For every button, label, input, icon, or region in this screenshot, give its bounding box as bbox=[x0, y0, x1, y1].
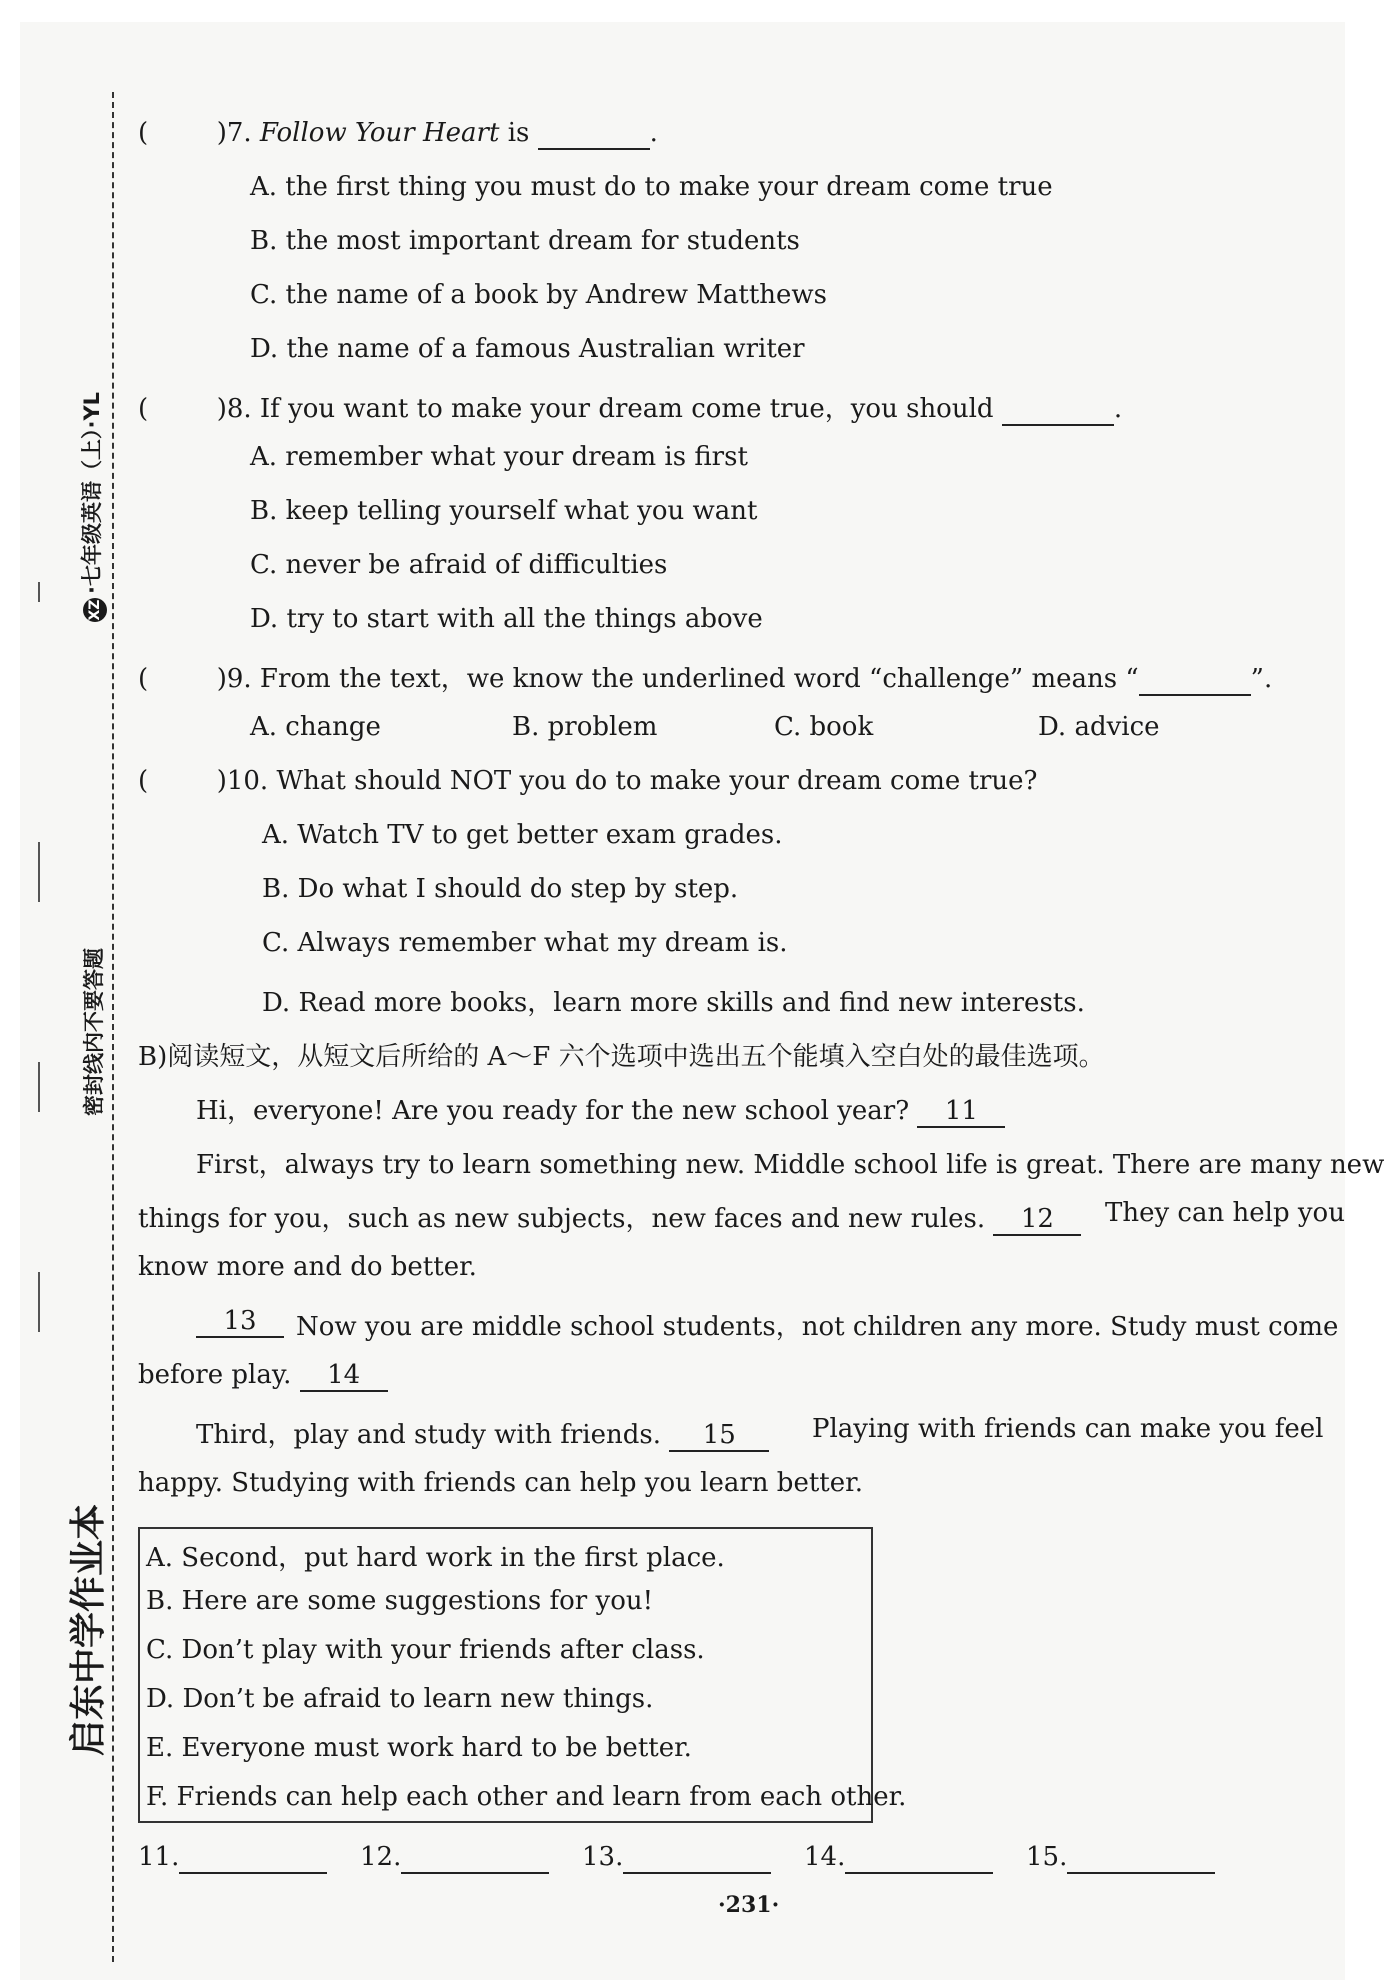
section-instruction: B)阅读短文，从短文后所给的 A～F 六个选项中选出五个能填入空白处的最佳选项。 bbox=[138, 1042, 1105, 1072]
word: There bbox=[1112, 1150, 1191, 1180]
question-8 bbox=[138, 388, 1122, 426]
word: learn bbox=[462, 1150, 532, 1180]
word: is bbox=[996, 1150, 1018, 1180]
answer-label: 15. bbox=[1026, 1842, 1068, 1872]
question-number: )10. bbox=[216, 766, 269, 796]
passage-line bbox=[138, 1198, 1081, 1236]
word: school bbox=[853, 1150, 938, 1180]
answer-row bbox=[360, 1842, 549, 1874]
option: A. Watch TV to get better exam grades. bbox=[262, 820, 783, 850]
margin-mark bbox=[38, 1062, 40, 1112]
choice-b: B. Here are some suggestions for you! bbox=[146, 1586, 654, 1616]
grade-label bbox=[76, 386, 107, 628]
option: D. try to start with all the things above bbox=[250, 604, 763, 634]
answer-row bbox=[804, 1842, 993, 1874]
passage-line: happy. Studying with friends can help you learn better. bbox=[138, 1468, 863, 1498]
margin-mark bbox=[38, 842, 40, 902]
passage-text: Third，play and study with friends. bbox=[196, 1420, 661, 1450]
option: B. problem bbox=[512, 712, 658, 742]
page-number: ·231· bbox=[718, 1892, 780, 1918]
answer-label: 12. bbox=[360, 1842, 402, 1872]
passage-line bbox=[138, 1144, 1384, 1181]
answer-paren: ( bbox=[138, 394, 149, 424]
punctuation: . bbox=[1113, 394, 1123, 424]
choice-d: D. Don’t be afraid to learn new things. bbox=[146, 1684, 654, 1714]
worksheet-page bbox=[20, 22, 1384, 1980]
question-stem: What should NOT you do to make your dream come true? bbox=[276, 766, 1038, 796]
answer-row bbox=[582, 1842, 771, 1874]
option: A. remember what your dream is first bbox=[250, 442, 748, 472]
question-9 bbox=[138, 658, 1272, 696]
option: D. advice bbox=[1038, 712, 1160, 742]
option: A. change bbox=[250, 712, 381, 742]
passage-line bbox=[196, 1306, 284, 1338]
choice-a: A. Second，put hard work in the first place. bbox=[146, 1543, 725, 1573]
fill-blank[interactable] bbox=[538, 118, 650, 150]
choice-c: C. Don’t play with your friends after class. bbox=[146, 1635, 705, 1665]
question-stem: If you want to make your dream come true，you should bbox=[259, 394, 994, 424]
answer-paren: ( bbox=[138, 118, 149, 148]
question-stem: From the text，we know the underlined word “challenge” means “ bbox=[259, 664, 1139, 694]
answer-row bbox=[138, 1842, 327, 1874]
seal-icon: XZ bbox=[83, 598, 107, 622]
passage-text: Now you are middle school students，not children any more. Study must come bbox=[296, 1312, 1339, 1342]
word: many bbox=[1250, 1150, 1322, 1180]
option: A. the first thing you must do to make your dream come true bbox=[250, 172, 1053, 202]
word: First，always bbox=[196, 1150, 375, 1180]
option: C. never be afraid of difficulties bbox=[250, 550, 668, 580]
option: B. keep telling yourself what you want bbox=[250, 496, 758, 526]
passage-text: They can help you bbox=[1105, 1198, 1345, 1228]
punctuation: . bbox=[649, 118, 658, 148]
answer-blank-12[interactable] bbox=[401, 1842, 549, 1874]
passage-line: know more and do better. bbox=[138, 1252, 477, 1282]
choice-f: F. Friends can help each other and learn from each other. bbox=[146, 1782, 907, 1812]
word: new bbox=[1329, 1150, 1384, 1180]
binding-margin bbox=[20, 22, 140, 1980]
passage-line bbox=[196, 1414, 769, 1452]
answer-paren: ( bbox=[138, 766, 149, 796]
answer-blank-15[interactable] bbox=[1067, 1842, 1215, 1874]
answer-label: 13. bbox=[582, 1842, 624, 1872]
grade-text: ·七年级英语（上）·YL bbox=[80, 391, 104, 594]
option: D. Read more books，learn more skills and find new interests. bbox=[262, 988, 1085, 1018]
answer-blank-13[interactable] bbox=[623, 1842, 771, 1874]
word: new. bbox=[685, 1150, 746, 1180]
word: something bbox=[539, 1150, 678, 1180]
answer-paren: ( bbox=[138, 664, 149, 694]
passage-line bbox=[138, 1360, 388, 1392]
option: D. the name of a famous Australian writer bbox=[250, 334, 805, 364]
question-number: )9. bbox=[216, 664, 252, 694]
passage-line bbox=[196, 1090, 1005, 1128]
passage-text: things for you，such as new subjects，new faces and new rules. bbox=[138, 1204, 986, 1234]
answer-label: 14. bbox=[804, 1842, 846, 1872]
fill-blank[interactable] bbox=[1139, 664, 1251, 696]
book-title: Follow Your Heart bbox=[259, 118, 500, 148]
seal-line bbox=[112, 92, 114, 1962]
option: B. the most important dream for students bbox=[250, 226, 800, 256]
word: Middle bbox=[753, 1150, 846, 1180]
question-7 bbox=[138, 118, 658, 150]
seal-warning: 密封线内不要答题 bbox=[78, 942, 108, 1122]
margin-mark bbox=[38, 582, 40, 602]
punctuation: ”. bbox=[1250, 664, 1273, 694]
blank-11[interactable]: 11 bbox=[917, 1096, 1005, 1128]
word: to bbox=[428, 1150, 455, 1180]
question-stem: is bbox=[507, 118, 530, 148]
question-10 bbox=[138, 766, 1038, 796]
school-name: 启东中学作业本 bbox=[60, 1498, 111, 1762]
choice-e: E. Everyone must work hard to be better. bbox=[146, 1733, 692, 1763]
blank-12[interactable]: 12 bbox=[993, 1204, 1081, 1236]
option: C. book bbox=[774, 712, 874, 742]
question-number: )7. bbox=[216, 118, 252, 148]
passage-text: before play. bbox=[138, 1360, 292, 1390]
blank-15[interactable]: 15 bbox=[669, 1420, 769, 1452]
passage-text: Hi，everyone! Are you ready for the new school year? bbox=[196, 1096, 910, 1126]
answer-blank-14[interactable] bbox=[845, 1842, 993, 1874]
word: are bbox=[1198, 1150, 1242, 1180]
answer-row bbox=[1026, 1842, 1215, 1874]
word: great. bbox=[1025, 1150, 1105, 1180]
fill-blank[interactable] bbox=[1002, 394, 1114, 426]
option: B. Do what I should do step by step. bbox=[262, 874, 739, 904]
answer-blank-11[interactable] bbox=[179, 1842, 327, 1874]
blank-13[interactable]: 13 bbox=[196, 1306, 284, 1338]
answer-label: 11. bbox=[138, 1842, 180, 1872]
choices-box bbox=[138, 1527, 907, 1823]
word: try bbox=[382, 1150, 421, 1180]
option: C. the name of a book by Andrew Matthews bbox=[250, 280, 828, 310]
blank-14[interactable]: 14 bbox=[300, 1360, 388, 1392]
question-number: )8. bbox=[216, 394, 252, 424]
option: C. Always remember what my dream is. bbox=[262, 928, 788, 958]
margin-mark bbox=[38, 1272, 40, 1332]
word: life bbox=[946, 1150, 988, 1180]
passage-text: Playing with friends can make you feel bbox=[812, 1414, 1324, 1444]
